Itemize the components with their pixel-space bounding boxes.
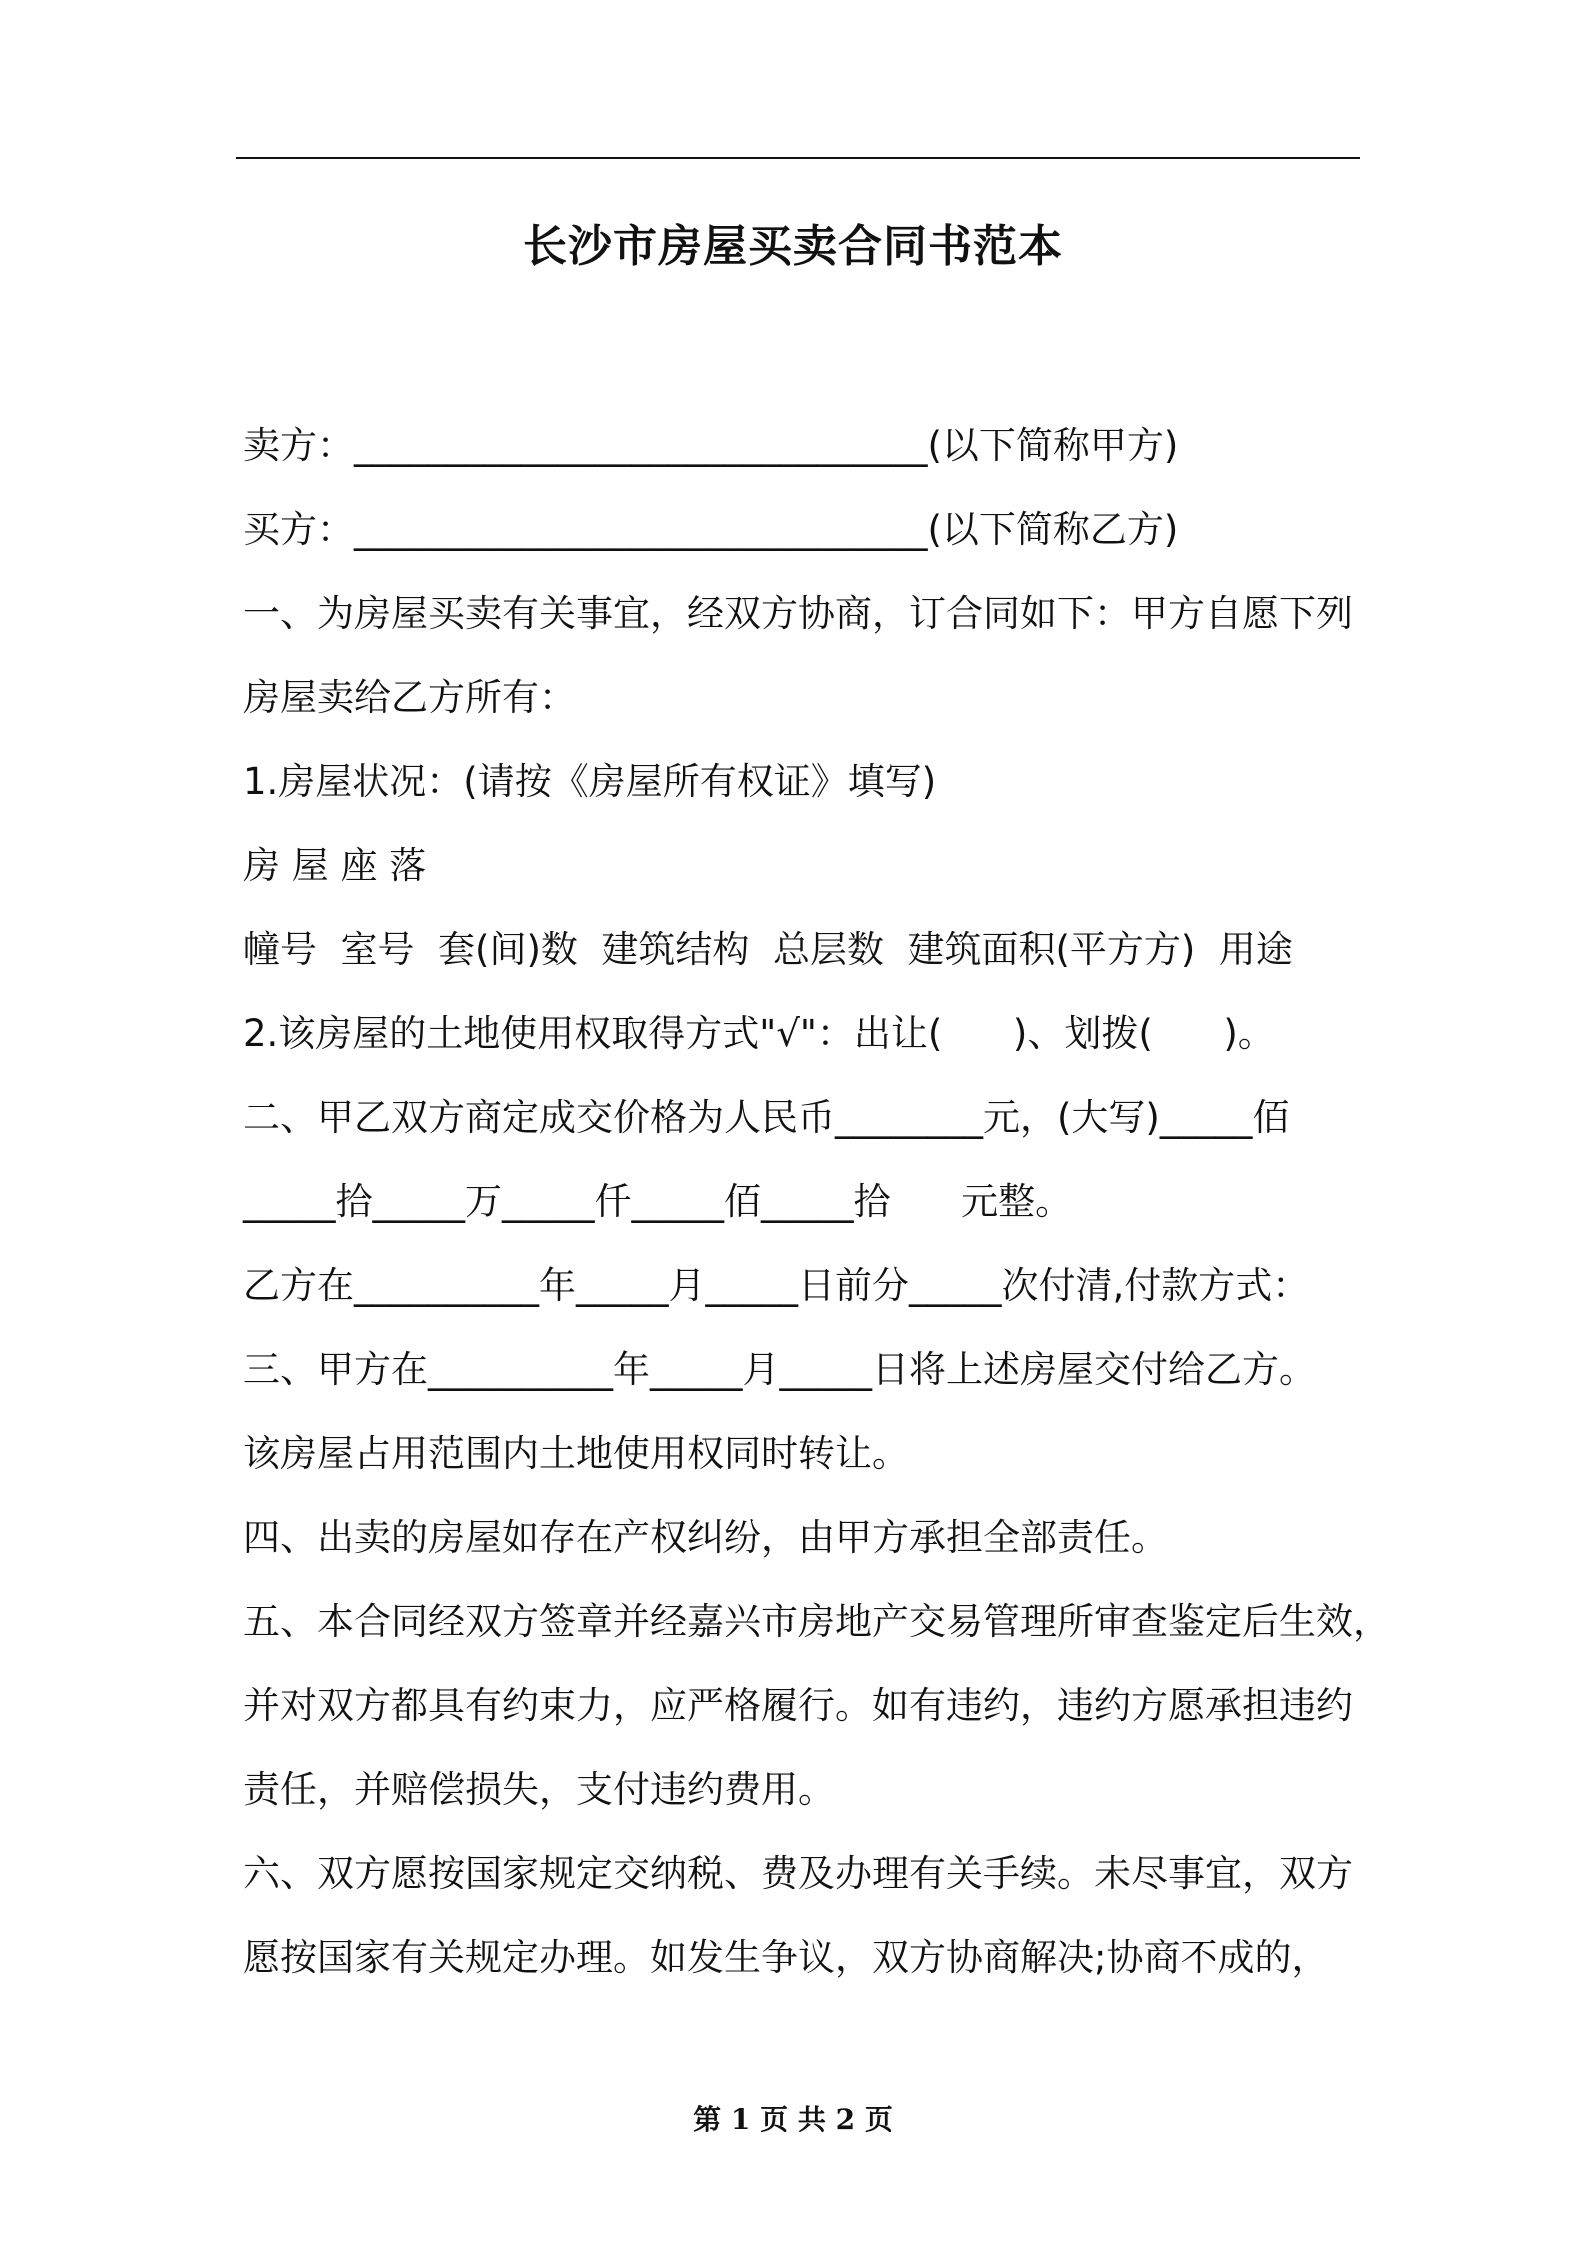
house-fields-line: 幢号 室号 套(间)数 建筑结构 总层数 建筑面积(平方方) 用途 <box>243 928 1293 971</box>
house-status-line: 1.房屋状况：(请按《房屋所有权证》填写) <box>243 760 937 803</box>
clause-6-line-1: 六、双方愿按国家规定交纳税、费及办理有关手续。未尽事宜，双方 <box>243 1852 1353 1895</box>
clause-5-line-1: 五、本合同经双方签章并经嘉兴市房地产交易管理所审查鉴定后生效， <box>243 1600 1390 1643</box>
clause-1-line-2: 房屋卖给乙方所有： <box>243 676 576 719</box>
clause-5-line-2: 并对双方都具有约束力，应严格履行。如有违约，违约方愿承担违约 <box>243 1684 1353 1727</box>
land-use-line: 2.该房屋的土地使用权取得方式"√"：出让( )、划拨( )。 <box>243 1012 1275 1055</box>
clause-2-line-1: 二、甲乙双方商定成交价格为人民币________元，(大写)_____佰 <box>243 1096 1290 1139</box>
document-title: 长沙市房屋买卖合同书范本 <box>523 221 1063 272</box>
page-footer: 第 1 页 共 2 页 <box>693 2103 893 2136</box>
clause-3-line-2: 该房屋占用范围内土地使用权同时转让。 <box>243 1432 909 1475</box>
clause-2-line-2: _____拾_____万_____仟_____佰_____拾 元整。 <box>243 1180 1073 1223</box>
clause-5-line-3: 责任，并赔偿损失，支付违约费用。 <box>243 1768 835 1811</box>
clause-3-line-1: 三、甲方在__________年_____月_____日将上述房屋交付给乙方。 <box>243 1348 1316 1391</box>
clause-6-line-2: 愿按国家有关规定办理。如发生争议，双方协商解决;协商不成的， <box>243 1936 1329 1979</box>
house-location-line: 房 屋 座 落 <box>243 844 427 887</box>
clause-4-line: 四、出卖的房屋如存在产权纠纷，由甲方承担全部责任。 <box>243 1516 1168 1559</box>
payment-line: 乙方在__________年_____月_____日前分_____次付清,付款方式： <box>243 1264 1310 1307</box>
contract-body <box>243 404 1403 2000</box>
seller-line: 卖方：_______________________________(以下简称甲方) <box>243 424 1179 467</box>
header-rule <box>236 157 1360 159</box>
clause-1-line-1: 一、为房屋买卖有关事宜，经双方协商，订合同如下：甲方自愿下列 <box>243 592 1353 635</box>
buyer-line: 买方：_______________________________(以下简称乙方) <box>243 508 1179 551</box>
